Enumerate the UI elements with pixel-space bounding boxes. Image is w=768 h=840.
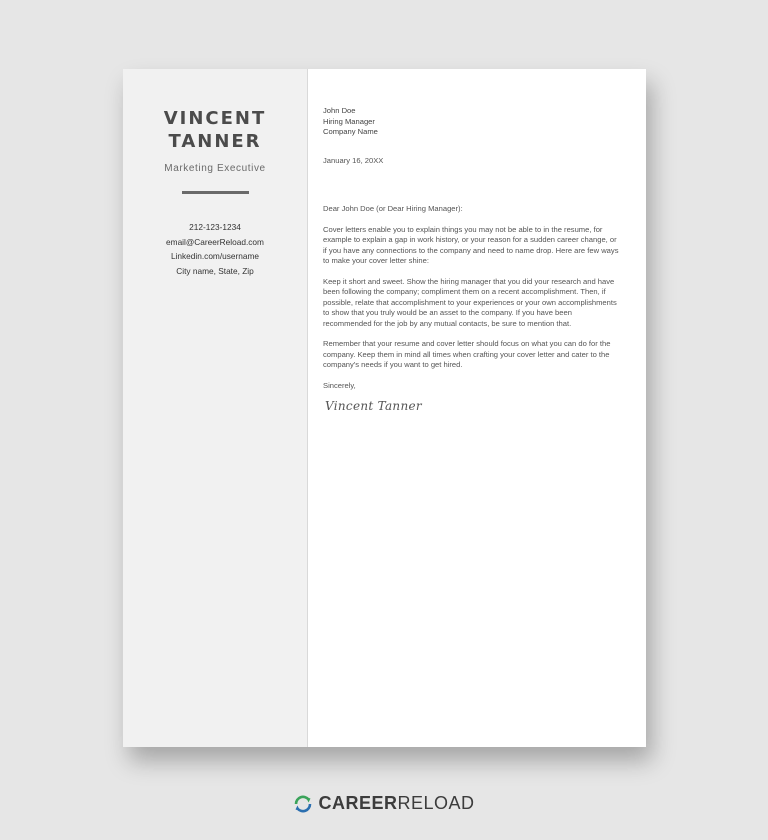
paragraph-3: Remember that your resume and cover letter should focus on what you can do for the company. Keep them in mind all times when crafting your cover letter and cater to the company's needs if you want to get hired.: [323, 339, 611, 369]
brand-name-part1: CAREER: [318, 793, 398, 813]
paragraph-2: Keep it short and sweet. Show the hiring manager that you did your research and have been following the company; compliment them on a recent accomplishment. Then, if possible, relate that accomplishment to your experiences or your own accomplishments to show that you truly would be an asset to the company. If you have been recommended for the job by any mutual contacts, be sure to mention that.: [323, 276, 617, 328]
linkedin: Linkedin.com/username: [170, 251, 260, 262]
recipient-block: [323, 106, 646, 138]
first-name: VINCENT: [163, 108, 267, 129]
last-name: TANNER: [168, 131, 262, 152]
phone: 212-123-1234: [189, 222, 241, 232]
letter-date: January 16, 20XX: [323, 155, 384, 165]
recipient-company: Company Name: [323, 127, 378, 136]
email: email@CareerReload.com: [166, 236, 264, 247]
recipient-role: Hiring Manager: [323, 116, 375, 126]
job-title: Marketing Executive: [164, 163, 266, 174]
recipient-name: John Doe: [323, 106, 356, 115]
address: City name, State, Zip: [176, 266, 254, 277]
cover-letter-page: [123, 69, 646, 747]
closing: Sincerely,: [323, 380, 356, 390]
divider: [182, 191, 249, 194]
refresh-arrows-icon: [293, 794, 313, 814]
letter-body: [308, 69, 646, 747]
signature: Vincent Tanner: [325, 399, 422, 413]
paragraph-1: Cover letters enable you to explain things you may not be able to in the resume, for example to explain a gap in work history, or your reason for a sudden career change, or if you have any connections to the company and need to name drop. Here are few ways to make your cover letter shine:: [323, 224, 619, 265]
sidebar: [123, 69, 308, 747]
salutation: Dear John Doe (or Dear Hiring Manager):: [323, 204, 463, 213]
brand-logo: [0, 793, 768, 814]
brand-name-part2: RELOAD: [397, 793, 475, 813]
